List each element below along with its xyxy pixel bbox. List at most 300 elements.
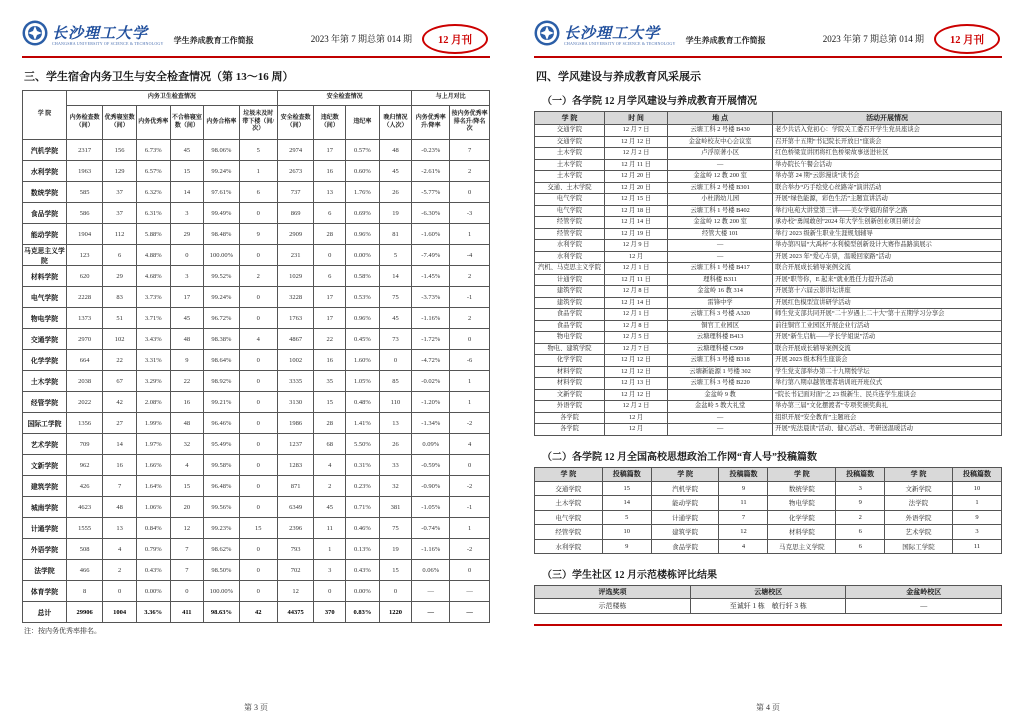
table-cell: 外语学院: [23, 539, 67, 560]
table-cell: 召开第十五期“书记院长开放日”座谈会: [773, 136, 1002, 148]
table-cell: 1986: [277, 413, 313, 434]
table-cell: 建筑学院: [651, 525, 719, 540]
table-row: [535, 355, 1002, 367]
community-awards-table: [534, 585, 1002, 614]
table-cell: -5.77%: [412, 182, 450, 203]
table-cell: 云塘工科 3 号楼 B220: [668, 378, 773, 390]
table-cell: 97.61%: [204, 182, 239, 203]
table-cell: 3: [314, 560, 346, 581]
table-cell: 电气学院: [23, 287, 67, 308]
table-cell: -6.30%: [412, 203, 450, 224]
table-cell: 2: [836, 510, 885, 525]
table-row: [23, 182, 490, 203]
table-cell: 96.72%: [204, 308, 239, 329]
table-row: [535, 412, 1002, 424]
table-cell: 6: [103, 245, 137, 266]
table-cell: 9: [239, 224, 277, 245]
table-cell: 85: [379, 371, 412, 392]
table-row: [535, 599, 1002, 614]
table-cell: 12 月 14 日: [605, 217, 668, 229]
table-header-cell: 内务优秀率: [136, 106, 170, 140]
table-cell: 0: [379, 350, 412, 371]
table-cell: 709: [66, 434, 102, 455]
table-row: [23, 455, 490, 476]
table-cell: —: [668, 412, 773, 424]
table-cell: 12 月 12 日: [605, 366, 668, 378]
table-cell: 15: [239, 518, 277, 539]
table-cell: 2228: [66, 287, 102, 308]
table-cell: 370: [314, 602, 346, 623]
table-cell: -2: [450, 476, 490, 497]
table-cell: 83: [103, 287, 137, 308]
table-cell: 13: [379, 413, 412, 434]
table-row: [535, 263, 1002, 275]
table-header-cell: 学 院: [768, 467, 836, 481]
table-cell: 食品学院: [651, 539, 719, 554]
table-cell: 汽机、马克思主义学院: [535, 263, 605, 275]
table-cell: 0.96%: [346, 224, 380, 245]
table-cell: 11: [952, 539, 1001, 554]
table-cell: 231: [277, 245, 313, 266]
table-cell: 9: [602, 539, 651, 554]
table-cell: 22: [314, 329, 346, 350]
page-number-right: 第 4 页: [756, 703, 780, 712]
table-cell: —: [668, 159, 773, 171]
university-name: 长沙理工大学: [52, 26, 149, 42]
table-cell: 15: [602, 481, 651, 496]
table-header-cell: 投稿篇数: [952, 467, 1001, 481]
table-row: [535, 320, 1002, 332]
table-cell: 7: [170, 560, 204, 581]
table-cell: 云塘工科 1 号楼 B417: [668, 263, 773, 275]
table-cell: 73: [379, 329, 412, 350]
table-cell: 67: [103, 371, 137, 392]
table-cell: 材料学院: [768, 525, 836, 540]
table-cell: 6: [836, 525, 885, 540]
table-cell: 学生党支部举办第二十九期悦学坛: [773, 366, 1002, 378]
table-cell: —: [668, 251, 773, 263]
month-badge-label: 12 月刊: [949, 34, 985, 46]
table-cell: 48: [103, 497, 137, 518]
table-cell: 81: [379, 224, 412, 245]
table-cell: -3: [450, 203, 490, 224]
table-cell: 2970: [66, 329, 102, 350]
table-cell: 45: [314, 497, 346, 518]
table-cell: -0.90%: [412, 476, 450, 497]
table-cell: 2.08%: [136, 392, 170, 413]
table-cell: 数统学院: [23, 182, 67, 203]
table-cell: 37: [103, 203, 137, 224]
table-cell: 0: [314, 581, 346, 602]
table-cell: 28: [314, 413, 346, 434]
table-cell: 数统学院: [768, 481, 836, 496]
table-row: [535, 539, 1002, 554]
table-cell: 食品学院: [535, 309, 605, 321]
table-cell: 0.57%: [346, 140, 380, 161]
table-cell: -1.34%: [412, 413, 450, 434]
table-row: [535, 343, 1002, 355]
table-cell: 1: [450, 371, 490, 392]
table-row: [535, 309, 1002, 321]
table-cell: 1004: [103, 602, 137, 623]
community-table-body: [535, 599, 1002, 614]
table-cell: 0.96%: [346, 308, 380, 329]
table-row: [23, 581, 490, 602]
table-cell: 17: [314, 308, 346, 329]
table-cell: 27: [103, 413, 137, 434]
table-cell: 3.71%: [136, 308, 170, 329]
table-cell: 艺术学院: [885, 525, 953, 540]
table-cell: 1002: [277, 350, 313, 371]
table-cell: 98.64%: [204, 350, 239, 371]
table-cell: -1: [450, 497, 490, 518]
table-row: [535, 194, 1002, 206]
table-cell: 0: [450, 455, 490, 476]
table-row: [23, 476, 490, 497]
table-cell: 联合开展成长辅导案例交流: [773, 343, 1002, 355]
table-cell: 9: [836, 496, 885, 511]
table-cell: 5: [239, 140, 277, 161]
table-header-cell: 投稿篇数: [836, 467, 885, 481]
table-cell: 12 月 11 日: [605, 159, 668, 171]
table-cell: 6.73%: [136, 140, 170, 161]
table-cell: 6.31%: [136, 203, 170, 224]
table-cell: 经管学院: [23, 392, 67, 413]
table-cell: -4: [450, 245, 490, 266]
table-cell: -0.74%: [412, 518, 450, 539]
table-cell: 经管学院: [535, 525, 603, 540]
submissions-table-body: [535, 481, 1002, 554]
table-cell: 3130: [277, 392, 313, 413]
table-row: [535, 332, 1002, 344]
table-cell: 云塘理科楼 C509: [668, 343, 773, 355]
table-header-cell: 优秀寝室数（间）: [103, 106, 137, 140]
table-row: [23, 350, 490, 371]
table-cell: 2: [314, 476, 346, 497]
group-hygiene: 内务卫生检查情况: [66, 91, 277, 106]
table-cell: 12 月 7 日: [605, 125, 668, 137]
table-cell: 法学院: [23, 560, 67, 581]
table-header-cell: 安全检查数（间）: [277, 106, 313, 140]
table-cell: 29906: [66, 602, 102, 623]
table-cell: 经管学院: [535, 228, 605, 240]
table-cell: 45: [170, 308, 204, 329]
table-cell: 0: [450, 329, 490, 350]
table-cell: 物电学院: [768, 496, 836, 511]
submissions-table: [534, 467, 1002, 555]
table-cell: -3.73%: [412, 287, 450, 308]
table-cell: 6349: [277, 497, 313, 518]
table-cell: 4: [103, 539, 137, 560]
table-row: [535, 217, 1002, 229]
table-cell: 云塘工科 2 号楼 B430: [668, 125, 773, 137]
table-cell: 100.00%: [204, 581, 239, 602]
table-cell: 12 月 1 日: [605, 309, 668, 321]
table-cell: 云塘工科 2 号楼 B301: [668, 182, 773, 194]
table-cell: 19: [379, 539, 412, 560]
table-cell: -2: [450, 539, 490, 560]
table-cell: 14: [170, 182, 204, 203]
activities-table: [534, 111, 1002, 436]
table-cell: 16: [314, 350, 346, 371]
table-cell: 20: [170, 497, 204, 518]
table-cell: 32: [379, 476, 412, 497]
table-cell: 22: [170, 371, 204, 392]
table-header-cell: 学 院: [535, 467, 603, 481]
table-cell: 金盆岭 16 教 314: [668, 286, 773, 298]
table-cell: 2396: [277, 518, 313, 539]
table-cell: 1763: [277, 308, 313, 329]
table-cell: 金盆岭 5 教大礼堂: [668, 401, 773, 413]
table-cell: 2038: [66, 371, 102, 392]
university-logo-icon: [22, 20, 48, 51]
table-cell: 3.36%: [136, 602, 170, 623]
table-cell: 1.97%: [136, 434, 170, 455]
table-cell: —: [668, 240, 773, 252]
table-cell: 举办第四届“大禹杯”水利模型创新设计大赛作品路演展示: [773, 240, 1002, 252]
table-cell: 5: [602, 510, 651, 525]
table-cell: 云塘工科 3 号楼 A320: [668, 309, 773, 321]
table-cell: 0: [239, 539, 277, 560]
table-cell: -1: [450, 287, 490, 308]
table-cell: 7: [719, 510, 768, 525]
table-cell: 0.71%: [346, 497, 380, 518]
subsection-title-activities: （一）各学院 12 月学风建设与养成教育开展情况: [542, 96, 757, 107]
table-cell: —: [412, 581, 450, 602]
table-cell: 0: [239, 245, 277, 266]
table-cell: 12: [170, 518, 204, 539]
table-cell: 2: [239, 266, 277, 287]
table-cell: 16: [314, 161, 346, 182]
table-cell: 1029: [277, 266, 313, 287]
table-cell: 11: [719, 496, 768, 511]
table-cell: 0.31%: [346, 455, 380, 476]
table-cell: 12 月 12 日: [605, 136, 668, 148]
table-cell: —: [846, 599, 1002, 614]
table-cell: 0.48%: [346, 392, 380, 413]
table-cell: 793: [277, 539, 313, 560]
table-cell: 5.88%: [136, 224, 170, 245]
table-cell: 12 月 2 日: [605, 401, 668, 413]
table-header-cell: 内务合格率: [204, 106, 239, 140]
table-cell: 48: [170, 413, 204, 434]
table-cell: 99.23%: [204, 518, 239, 539]
table-cell: 云塘工科 3 号楼 B318: [668, 355, 773, 367]
table-cell: 100.00%: [204, 245, 239, 266]
table-cell: 开展第十六届云影讲坛讲座: [773, 286, 1002, 298]
table-cell: 电气学院: [535, 510, 603, 525]
table-cell: 开展“绿色能源，彩色生活”主题宣讲活动: [773, 194, 1002, 206]
table-cell: 1.06%: [136, 497, 170, 518]
table-row: [23, 602, 490, 623]
table-row: [23, 140, 490, 161]
table-cell: 开展“职等你，E 起来”就业胜任力提升活动: [773, 274, 1002, 286]
table-cell: 13: [103, 518, 137, 539]
table-cell: 3228: [277, 287, 313, 308]
table-cell: 6: [314, 266, 346, 287]
table-row: [535, 148, 1002, 160]
table-cell: 云塘理科楼 B413: [668, 332, 773, 344]
table-cell: 国际工学院: [885, 539, 953, 554]
table-cell: “院长书记面对面”之 23 级新生、民兵连学生座谈会: [773, 389, 1002, 401]
table-cell: —: [668, 424, 773, 436]
table-cell: -1.16%: [412, 308, 450, 329]
table-cell: 外语学院: [885, 510, 953, 525]
table-cell: 12 月 20 日: [605, 171, 668, 183]
table-cell: 95.49%: [204, 434, 239, 455]
activities-table-body: [535, 125, 1002, 436]
table-cell: 6: [239, 182, 277, 203]
inspection-table-body: [23, 140, 490, 623]
table-cell: 99.56%: [204, 497, 239, 518]
table-cell: 开展 2023 级本科生座谈会: [773, 355, 1002, 367]
university-logo-icon: [534, 20, 560, 51]
table-cell: 98.06%: [204, 140, 239, 161]
table-cell: 化学学院: [535, 355, 605, 367]
table-cell: 1373: [66, 308, 102, 329]
table-row: [23, 308, 490, 329]
table-cell: 2909: [277, 224, 313, 245]
table-cell: 联合举办“巧手绘党心丝路寄”演讲活动: [773, 182, 1002, 194]
table-cell: 12 月 12 日: [605, 355, 668, 367]
page-header: [534, 20, 1002, 58]
table-cell: 铜官工业园区: [668, 320, 773, 332]
table-cell: 12: [719, 525, 768, 540]
table-cell: 12 月 5 日: [605, 332, 668, 344]
issue-number: 2023 年第 7 期总第 014 期: [822, 34, 924, 44]
university-subtitle: CHANGSHA UNIVERSITY OF SCIENCE & TECHNOLOGY: [52, 41, 164, 46]
table-cell: -4.72%: [412, 350, 450, 371]
table-cell: 15: [379, 560, 412, 581]
table-cell: 98.50%: [204, 560, 239, 581]
table-cell: 1: [952, 496, 1001, 511]
table-cell: 381: [379, 497, 412, 518]
table-header-cell: 投稿篇数: [719, 467, 768, 481]
table-cell: —: [412, 602, 450, 623]
table-header-cell: 投稿篇数: [602, 467, 651, 481]
table-cell: -2: [450, 413, 490, 434]
table-cell: 计通学院: [651, 510, 719, 525]
bulletin-title: 学生养成教育工作简报: [173, 36, 254, 45]
table-cell: 4.68%: [136, 266, 170, 287]
table-cell: 12 月: [605, 251, 668, 263]
university-name: 长沙理工大学: [564, 26, 661, 42]
section-title-inspection: 三、学生宿舍内务卫生与安全检查情况（第 13～16 周）: [24, 71, 294, 83]
table-cell: 15: [170, 476, 204, 497]
table-cell: 能动学院: [651, 496, 719, 511]
table-cell: 426: [66, 476, 102, 497]
table-cell: 1: [239, 161, 277, 182]
table-cell: 17: [314, 287, 346, 308]
table-row: [535, 286, 1002, 298]
table-cell: 汽机学院: [23, 140, 67, 161]
table-cell: -0.59%: [412, 455, 450, 476]
table-cell: 10: [952, 481, 1001, 496]
table-cell: 电气学院: [535, 205, 605, 217]
table-row: [23, 518, 490, 539]
table-cell: 艺术学院: [23, 434, 67, 455]
table-cell: 26: [379, 434, 412, 455]
table-cell: 0.43%: [346, 560, 380, 581]
table-cell: 0.79%: [136, 539, 170, 560]
table-cell: 3.31%: [136, 350, 170, 371]
table-cell: 开展“宪法晨读”活动、健心活动、考研送温暖活动: [773, 424, 1002, 436]
table-cell: 4.88%: [136, 245, 170, 266]
table-cell: 1555: [66, 518, 102, 539]
table-cell: 9: [952, 510, 1001, 525]
table-cell: 总计: [23, 602, 67, 623]
table-cell: 45: [379, 161, 412, 182]
table-cell: 化学学院: [768, 510, 836, 525]
table-cell: 0.23%: [346, 476, 380, 497]
table-cell: 材料学院: [535, 378, 605, 390]
table-cell: 4: [239, 329, 277, 350]
table-cell: 1: [450, 224, 490, 245]
table-cell: 620: [66, 266, 102, 287]
table-cell: 0: [239, 560, 277, 581]
table-cell: 0: [239, 497, 277, 518]
table-cell: 96.46%: [204, 413, 239, 434]
table-cell: 737: [277, 182, 313, 203]
table-cell: 0.46%: [346, 518, 380, 539]
table-row: [535, 125, 1002, 137]
table-cell: 3.29%: [136, 371, 170, 392]
table-row: [23, 287, 490, 308]
table-row: [23, 203, 490, 224]
table-row: [535, 424, 1002, 436]
table-cell: 12 月 8 日: [605, 320, 668, 332]
table-cell: 2974: [277, 140, 313, 161]
table-cell: 举行电苑大讲堂第三讲——美女学姐的留学之路: [773, 205, 1002, 217]
table-cell: 1.99%: [136, 413, 170, 434]
table-cell: 马克思主义学院: [23, 245, 67, 266]
section-title-showcase: 四、学风建设与养成教育风采展示: [536, 71, 701, 83]
table-cell: 44375: [277, 602, 313, 623]
community-table-header: [535, 586, 1002, 599]
table-cell: 水利学院: [535, 539, 603, 554]
table-row: [535, 510, 1002, 525]
table-cell: 前往铜官工业园区开展企业行活动: [773, 320, 1002, 332]
inspection-table: [22, 90, 490, 623]
table-cell: 1904: [66, 224, 102, 245]
table-cell: 48: [170, 329, 204, 350]
month-badge-label: 12 月刊: [437, 34, 473, 46]
table-row: [23, 539, 490, 560]
table-cell: 示范楼栋: [535, 599, 691, 614]
table-cell: 102: [103, 329, 137, 350]
table-cell: 法学院: [885, 496, 953, 511]
table-cell: 12 月 14 日: [605, 297, 668, 309]
table-header-cell: 云塘校区: [690, 586, 846, 599]
table-cell: 99.24%: [204, 287, 239, 308]
table-cell: -1.45%: [412, 266, 450, 287]
table-cell: 17: [170, 287, 204, 308]
table-row: [23, 560, 490, 581]
table-cell: 师生党支部共同开展“二十岁遇上二十大”第十五期学习分享会: [773, 309, 1002, 321]
table-cell: 12 月 15 日: [605, 194, 668, 206]
table-row: [535, 389, 1002, 401]
subsection-title-community: （三）学生社区 12 月示范楼栋评比结果: [542, 570, 717, 581]
table-cell: 0.83%: [346, 602, 380, 623]
table-cell: 举行 2023 级新生职业生涯规划辅导: [773, 228, 1002, 240]
table-cell: 7: [103, 476, 137, 497]
table-cell: 0.13%: [346, 539, 380, 560]
table-cell: 0: [314, 245, 346, 266]
table-cell: 4: [450, 434, 490, 455]
table-cell: 10: [602, 525, 651, 540]
table-row: [23, 434, 490, 455]
page-right: [512, 0, 1024, 727]
